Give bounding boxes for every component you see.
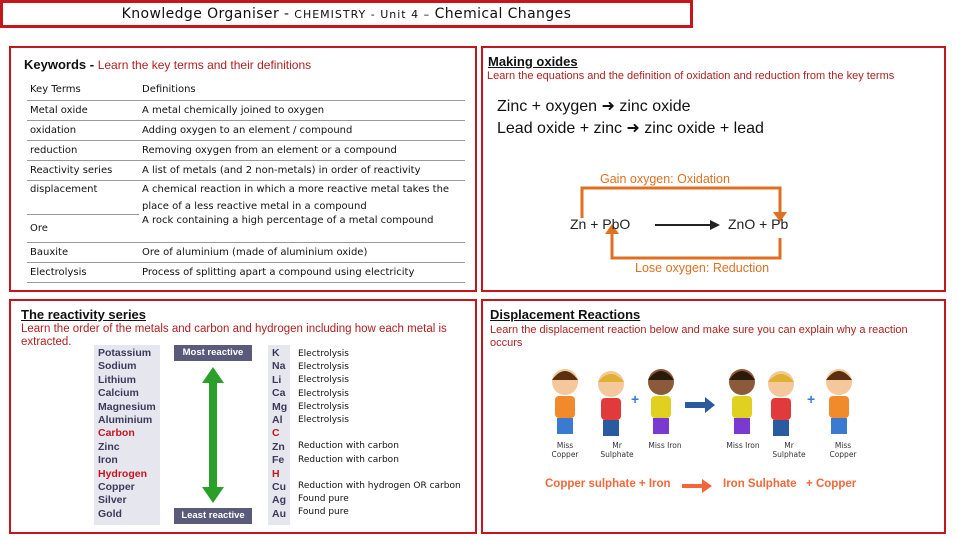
extraction-methods: Electrolysis Electrolysis Electrolysis Electrolysis Electrolysis Electrolysis Reduction with carbon Reduction with carbon Reduction with hydrogen OR carbon Found pure Found pure xyxy=(298,349,461,518)
equation-1: Zinc + oxygen ➜ zinc oxide xyxy=(497,98,691,115)
reduction-arrow xyxy=(612,233,780,258)
most-reactive-label: Most reactive xyxy=(174,345,252,361)
reduction-label: Lose oxygen: Reduction xyxy=(635,261,770,275)
table-row: Metal oxide A metal chemically joined to oxygen xyxy=(27,100,465,120)
mr-sulphate-figure xyxy=(598,371,624,436)
cartoon-labels: Miss Copper Mr Sulphate Miss Iron Miss Iron Mr Sulphate Miss Copper xyxy=(551,441,857,459)
displacement-heading: Displacement Reactions xyxy=(490,307,641,322)
equation-2: Lead oxide + zinc ➜ zinc oxide + lead xyxy=(497,120,764,137)
keywords-table xyxy=(27,80,465,283)
products: ZnO + Pb xyxy=(728,216,789,232)
table-row: displacement A chemical reaction in which a more reactive metal takes the place of a less reactive metal in a compound xyxy=(27,180,465,215)
miss-iron-figure-right xyxy=(729,369,755,434)
table-row: oxidation Adding oxygen to an element / compound xyxy=(27,120,465,140)
svg-text:+: + xyxy=(807,391,816,407)
displacement-equation-right: Iron Sulphate + Copper xyxy=(723,478,857,490)
miss-copper-figure-right xyxy=(826,369,852,434)
title-topic: Chemical Changes xyxy=(434,6,572,22)
displacement-instruction: Learn the displacement reaction below and make sure you can explain why a reaction occurs xyxy=(490,324,908,349)
right-arrow-icon: ➜ xyxy=(626,120,640,137)
metal-list: Potassium Sodium Lithium Calcium Magnesium Aluminium Carbon Zinc Iron Hydrogen Copper Silver Gold xyxy=(94,345,160,525)
reactivity-heading: The reactivity series xyxy=(21,307,147,322)
right-arrow-icon xyxy=(655,220,720,230)
table-row: Reactivity series A list of metals (and 2 non-metals) in order of reactivity xyxy=(27,160,465,180)
displacement-equation-left: Copper sulphate + Iron xyxy=(545,478,671,490)
least-reactive-label: Least reactive xyxy=(174,508,252,524)
double-arrow-icon xyxy=(200,365,226,505)
keywords-heading: Keywords - Learn the key terms and their definitions xyxy=(24,57,312,72)
miss-iron-figure xyxy=(648,369,674,434)
reactivity-instruction: Learn the order of the metals and carbon and hydrogen including how each metal is extracted. xyxy=(21,323,447,348)
oxides-heading: Making oxides xyxy=(488,54,578,69)
table-row: Ore A rock containing a high percentage of a metal compound xyxy=(27,215,465,243)
table-row: Electrolysis Process of splitting apart a compound using electricity xyxy=(27,263,465,283)
oxides-instruction: Learn the equations and the definition of oxidation and reduction from the key terms xyxy=(487,70,895,82)
displacement-cartoon xyxy=(535,360,875,445)
reactants: Zn + PbO xyxy=(570,216,631,232)
table-row: Bauxite Ore of aluminium (made of aluminium oxide) xyxy=(27,243,465,263)
right-arrow-icon xyxy=(682,479,712,493)
page-title xyxy=(0,0,693,28)
svg-text:+: + xyxy=(631,391,640,407)
mr-sulphate-figure-right xyxy=(768,371,794,436)
oxidation-arrow xyxy=(582,188,780,218)
table-row: reduction Removing oxygen from an element or a compound xyxy=(27,140,465,160)
miss-copper-figure xyxy=(552,369,578,434)
redox-diagram xyxy=(560,168,810,278)
symbol-list: K Na Li Ca Mg Al C Zn Fe H Cu Ag Au xyxy=(268,345,290,525)
title-main: Knowledge Organiser - xyxy=(121,6,295,22)
oxidation-label: Gain oxygen: Oxidation xyxy=(600,172,730,186)
title-subject: CHEMISTRY - Unit 4 – xyxy=(294,8,435,21)
table-header: Key Terms Definitions xyxy=(27,80,465,100)
right-arrow-icon: ➜ xyxy=(601,98,615,115)
